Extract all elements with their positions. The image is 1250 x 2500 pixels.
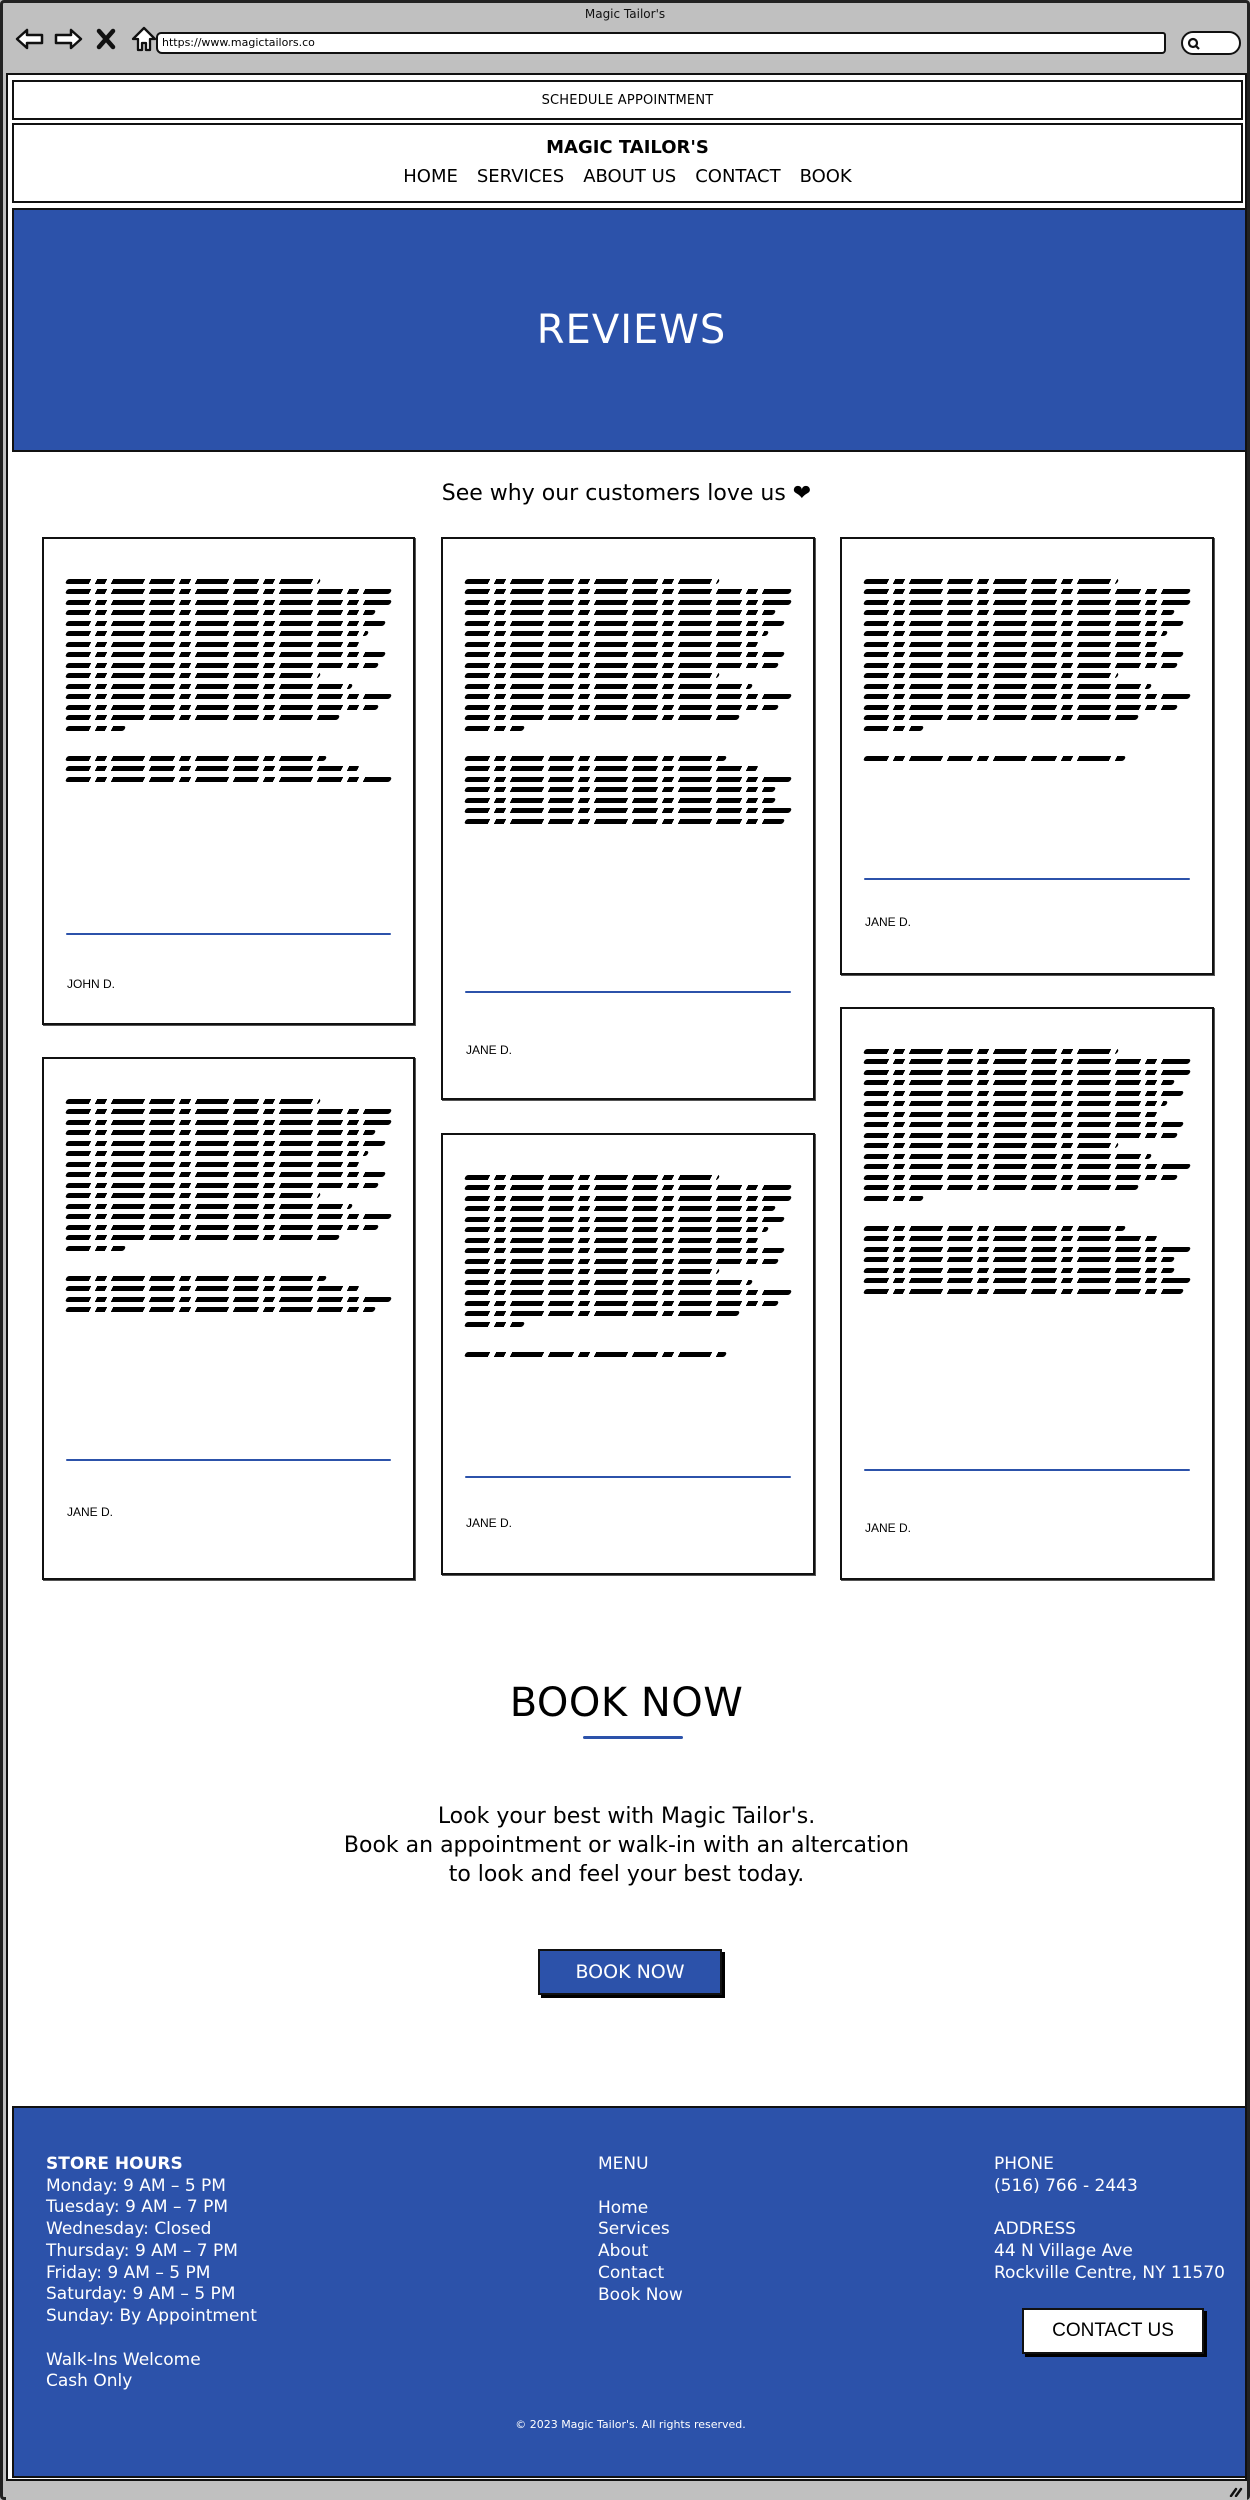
book-now-heading: BOOK NOW [509, 1680, 744, 1726]
phone-number[interactable]: (516) 766 - 2443 [994, 2175, 1138, 2196]
forward-arrow-icon[interactable] [53, 25, 83, 53]
redacted-text-line [65, 726, 126, 731]
redacted-text-line [65, 1141, 386, 1146]
redacted-text-line [863, 1112, 1159, 1117]
redacted-text-line [65, 694, 392, 699]
book-line: Look your best with Magic Tailor's. [437, 1804, 816, 1829]
redacted-text-line [65, 1235, 340, 1240]
redacted-text-line [65, 1286, 360, 1291]
redacted-text-line [65, 663, 379, 668]
redacted-text-line [863, 1268, 1175, 1273]
nav-book[interactable]: BOOK [799, 166, 852, 187]
redacted-text-line [464, 589, 792, 594]
redacted-text-line [464, 808, 792, 813]
redacted-text-line [464, 705, 779, 710]
heading-underline [583, 1736, 683, 1739]
redacted-text-line [863, 1289, 1185, 1294]
redacted-text-line [464, 1311, 740, 1316]
review-card [840, 1007, 1214, 1580]
redacted-text-line [464, 1259, 779, 1264]
store-hours [46, 2154, 257, 2393]
redacted-text-line [65, 621, 386, 626]
redacted-text-line [464, 1301, 779, 1306]
review-text [465, 573, 791, 829]
nav-services[interactable]: SERVICES [476, 166, 565, 187]
search-icon [1187, 37, 1201, 51]
window-title: Magic Tailor's [584, 7, 666, 21]
redacted-text-line [863, 1185, 1139, 1190]
book-now-description [8, 1802, 1245, 1889]
cash-only-note: Cash Only [46, 2371, 133, 2392]
site-footer [12, 2106, 1247, 2478]
contact-us-button[interactable]: CONTACT US [1022, 2308, 1204, 2354]
footer-link-services[interactable]: Services [598, 2219, 670, 2240]
nav-about-us[interactable]: ABOUT US [583, 166, 677, 187]
redacted-text-line [464, 631, 770, 636]
redacted-text-line [65, 1204, 353, 1209]
redacted-text-line [464, 819, 786, 824]
review-divider [465, 1476, 791, 1478]
review-divider [66, 1459, 391, 1461]
redacted-text-line [863, 756, 1126, 761]
review-author: JANE D. [67, 1505, 114, 1519]
review-author: JANE D. [466, 1043, 513, 1057]
redacted-text-line [65, 1193, 321, 1198]
hours-friday: Friday: 9 AM – 5 PM [46, 2262, 211, 2283]
redacted-text-line [65, 1183, 379, 1188]
hours-sunday: Sunday: By Appointment [46, 2305, 257, 2326]
hours-tuesday: Tuesday: 9 AM – 7 PM [46, 2197, 229, 2218]
review-card [441, 537, 815, 1100]
redacted-text-line [65, 1120, 392, 1125]
redacted-text-line [464, 1352, 727, 1357]
redacted-text-line [464, 787, 776, 792]
redacted-text-line [863, 1080, 1175, 1085]
footer-menu-title: MENU [598, 2154, 649, 2174]
review-text [864, 1043, 1190, 1299]
redacted-text-line [863, 621, 1185, 626]
redacted-text-line [464, 1185, 792, 1190]
redacted-text-line [863, 1236, 1159, 1241]
address-label: ADDRESS [994, 2219, 1076, 2240]
address-line-1: 44 N Village Ave [994, 2241, 1133, 2262]
nav-contact[interactable]: CONTACT [695, 166, 781, 187]
redacted-text-line [464, 726, 525, 731]
redacted-text-line [464, 1322, 525, 1327]
review-card [42, 1057, 415, 1580]
redacted-text-line [464, 766, 760, 771]
review-divider [66, 933, 391, 935]
redacted-text-line [863, 1226, 1126, 1231]
review-text [66, 573, 391, 787]
book-line: to look and feel your best today. [448, 1862, 805, 1887]
reviews-tagline: See why our customers love us ❤ [441, 481, 812, 506]
redacted-text-line [464, 1248, 786, 1253]
brand-logo[interactable]: MAGIC TAILOR'S [546, 137, 709, 158]
footer-link-book-now[interactable]: Book Now [598, 2284, 683, 2305]
redacted-text-line [65, 777, 392, 782]
book-now-button[interactable]: BOOK NOW [538, 1949, 722, 1995]
review-author: JANE D. [466, 1516, 513, 1530]
redacted-text-line [65, 1297, 392, 1302]
redacted-text-line [863, 631, 1169, 636]
redacted-text-line [65, 1162, 360, 1167]
redacted-text-line [464, 1269, 721, 1274]
redacted-text-line [65, 652, 386, 657]
phone-label: PHONE [994, 2154, 1054, 2174]
redacted-text-line [464, 684, 753, 689]
review-author: JANE D. [865, 915, 912, 929]
redacted-text-line [65, 1276, 327, 1281]
redacted-text-line [464, 1280, 753, 1285]
page-viewport [6, 73, 1247, 2481]
walk-ins-note: Walk-Ins Welcome [46, 2349, 201, 2370]
redacted-text-line [863, 694, 1191, 699]
redacted-text-line [464, 1206, 776, 1211]
redacted-text-line [65, 673, 321, 678]
redacted-text-line [863, 715, 1139, 720]
redacted-text-line [863, 1049, 1120, 1054]
redacted-text-line [863, 1278, 1191, 1283]
redacted-text-line [863, 1101, 1169, 1106]
redacted-text-line [464, 652, 786, 657]
redacted-text-line [863, 663, 1178, 668]
redacted-text-line [863, 726, 924, 731]
redacted-text-line [464, 1217, 786, 1222]
redacted-text-line [863, 705, 1178, 710]
redacted-text-line [65, 705, 379, 710]
footer-contact [994, 2154, 1225, 2285]
redacted-text-line [65, 610, 376, 615]
redacted-text-line [863, 579, 1120, 584]
review-text [864, 573, 1190, 766]
redacted-text-line [464, 673, 721, 678]
redacted-text-line [65, 642, 360, 647]
review-author: JOHN D. [67, 977, 115, 991]
redacted-text-line [464, 579, 721, 584]
redacted-text-line [863, 1143, 1120, 1148]
redacted-text-line [863, 1247, 1191, 1252]
redacted-text-line [863, 1059, 1191, 1064]
copyright: © 2023 Magic Tailor's. All rights reserved. [515, 2418, 746, 2431]
footer-link-about[interactable]: About [598, 2241, 649, 2262]
redacted-text-line [464, 777, 792, 782]
review-divider [864, 1469, 1190, 1471]
redacted-text-line [863, 1164, 1191, 1169]
browser-nav [15, 25, 159, 53]
redacted-text-line [863, 652, 1185, 657]
hero-banner [12, 208, 1247, 452]
footer-link-home[interactable]: Home [598, 2197, 649, 2218]
redacted-text-line [863, 600, 1191, 605]
footer-link-contact[interactable]: Contact [598, 2262, 665, 2283]
review-author: JANE D. [865, 1521, 912, 1535]
hours-wednesday: Wednesday: Closed [46, 2219, 212, 2240]
site-header [12, 123, 1243, 203]
address-line-2: Rockville Centre, NY 11570 [994, 2262, 1225, 2283]
review-card [840, 537, 1214, 975]
redacted-text-line [464, 798, 776, 803]
redacted-text-line [863, 673, 1120, 678]
redacted-text-line [65, 1214, 392, 1219]
redacted-text-line [464, 715, 740, 720]
close-x-icon[interactable] [91, 25, 121, 53]
redacted-text-line [863, 610, 1175, 615]
redacted-text-line [464, 600, 792, 605]
redacted-text-line [863, 1154, 1152, 1159]
redacted-text-line [65, 684, 353, 689]
redacted-text-line [464, 756, 727, 761]
redacted-text-line [464, 1227, 770, 1232]
schedule-appointment-link[interactable]: SCHEDULE APPOINTMENT [541, 92, 714, 108]
redacted-text-line [863, 1122, 1185, 1127]
home-icon[interactable] [129, 25, 159, 53]
redacted-text-line [65, 1307, 376, 1312]
redacted-text-line [464, 663, 779, 668]
redacted-text-line [65, 756, 327, 761]
footer-menu [598, 2154, 683, 2306]
redacted-text-line [863, 589, 1191, 594]
store-hours-title: STORE HOURS [46, 2154, 183, 2174]
redacted-text-line [863, 1133, 1178, 1138]
redacted-text-line [464, 1175, 721, 1180]
redacted-text-line [464, 1196, 792, 1201]
redacted-text-line [65, 1109, 392, 1114]
url-input[interactable]: https://www.magictailors.co [156, 32, 1166, 54]
book-line: Book an appointment or walk-in with an altercation [343, 1833, 910, 1858]
page-title: REVIEWS [536, 307, 727, 353]
redacted-text-line [863, 1070, 1191, 1075]
redacted-text-line [65, 589, 392, 594]
nav-home[interactable]: HOME [403, 166, 458, 187]
redacted-text-line [863, 684, 1152, 689]
main-nav [14, 166, 1241, 187]
hours-monday: Monday: 9 AM – 5 PM [46, 2175, 226, 2196]
redacted-text-line [464, 1238, 760, 1243]
resize-grip-icon[interactable] [1229, 2485, 1243, 2497]
schedule-appointment-bar[interactable] [12, 80, 1243, 120]
redacted-text-line [464, 694, 792, 699]
redacted-text-line [464, 621, 786, 626]
redacted-text-line [863, 1091, 1185, 1096]
back-arrow-icon[interactable] [15, 25, 45, 53]
review-text [465, 1169, 791, 1362]
redacted-text-line [863, 1175, 1178, 1180]
redacted-text-line [65, 766, 360, 771]
redacted-text-line [65, 1151, 370, 1156]
review-card [441, 1133, 815, 1575]
review-text [66, 1093, 391, 1318]
review-divider [465, 991, 791, 993]
redacted-text-line [464, 1290, 792, 1295]
redacted-text-line [65, 1099, 321, 1104]
redacted-text-line [863, 1257, 1175, 1262]
redacted-text-line [65, 1225, 379, 1230]
redacted-text-line [65, 1246, 126, 1251]
redacted-text-line [863, 1196, 924, 1201]
hours-saturday: Saturday: 9 AM – 5 PM [46, 2284, 236, 2305]
redacted-text-line [65, 631, 370, 636]
redacted-text-line [65, 579, 321, 584]
redacted-text-line [65, 715, 340, 720]
redacted-text-line [464, 642, 760, 647]
status-bar [6, 2483, 1247, 2500]
review-divider [864, 878, 1190, 880]
redacted-text-line [863, 642, 1159, 647]
hours-thursday: Thursday: 9 AM – 7 PM [46, 2240, 238, 2261]
redacted-text-line [464, 610, 776, 615]
review-card [42, 537, 415, 1025]
redacted-text-line [65, 1172, 386, 1177]
redacted-text-line [65, 1130, 376, 1135]
redacted-text-line [65, 600, 392, 605]
browser-search-button[interactable] [1181, 31, 1241, 55]
